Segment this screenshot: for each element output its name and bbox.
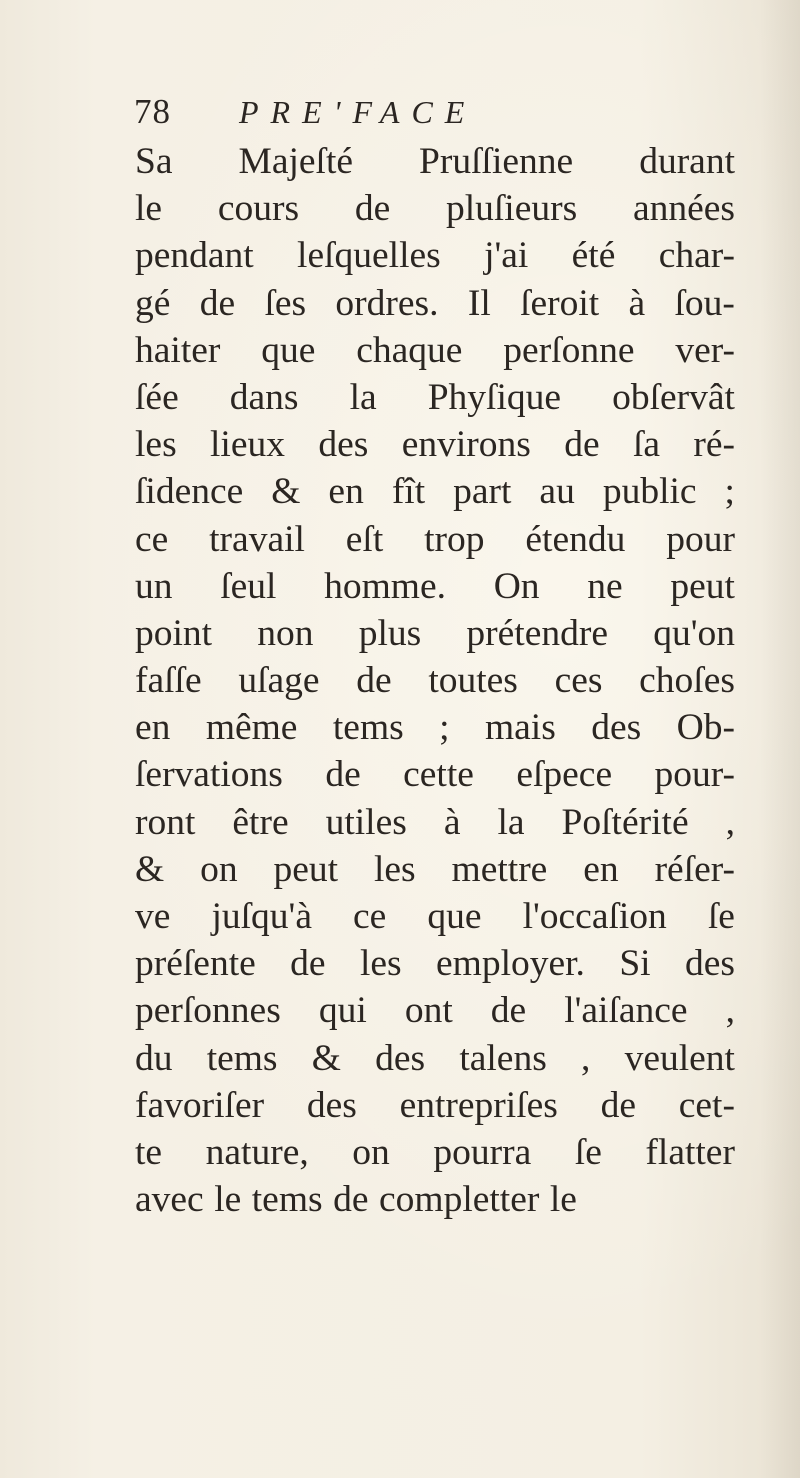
text-line: gé de ſes ordres. Il ſeroit à ſou- — [135, 282, 735, 324]
running-head — [134, 92, 476, 132]
text-line: préſente de les employer. Si des — [135, 943, 735, 985]
text-line: avec le tems de completter le — [135, 1179, 577, 1221]
body-text — [135, 138, 735, 1223]
text-line: Sa Majeſté Pruſſienne durant — [135, 141, 735, 182]
text-line: du tems & des talens , veulent — [135, 1037, 735, 1079]
text-line: point non plus prétendre qu'on — [135, 612, 735, 654]
text-line: le cours de pluſieurs années — [135, 188, 735, 230]
text-line: ſervations de cette eſpece pour- — [135, 754, 735, 796]
text-line: faſſe uſage de toutes ces choſes — [135, 660, 735, 702]
text-line: les lieux des environs de ſa ré- — [135, 424, 735, 466]
text-line: ſée dans la Phyſique obſervât — [135, 376, 735, 418]
text-line: favoriſer des entrepriſes de cet- — [135, 1084, 735, 1126]
text-line: ſidence & en fît part au public ; — [135, 471, 735, 513]
text-line: & on peut les mettre en réſer- — [135, 848, 735, 890]
text-line: ve juſqu'à ce que l'occaſion ſe — [135, 896, 735, 937]
page-number: 78 — [134, 92, 171, 131]
page-edge-shadow — [760, 0, 800, 1478]
text-line: ce travail eſt trop étendu pour — [135, 518, 735, 560]
text-line: en même tems ; mais des Ob- — [135, 707, 735, 749]
text-line: te nature, on pourra ſe flatter — [135, 1131, 735, 1173]
text-line: pendant leſquelles j'ai été char- — [135, 235, 735, 277]
text-line: un ſeul homme. On ne peut — [135, 565, 735, 607]
text-line: ront être utiles à la Poſtérité , — [135, 801, 735, 843]
text-line: haiter que chaque perſonne ver- — [135, 329, 735, 371]
text-line: perſonnes qui ont de l'aiſance , — [135, 990, 735, 1032]
running-head-title: PRE'FACE — [239, 94, 477, 130]
